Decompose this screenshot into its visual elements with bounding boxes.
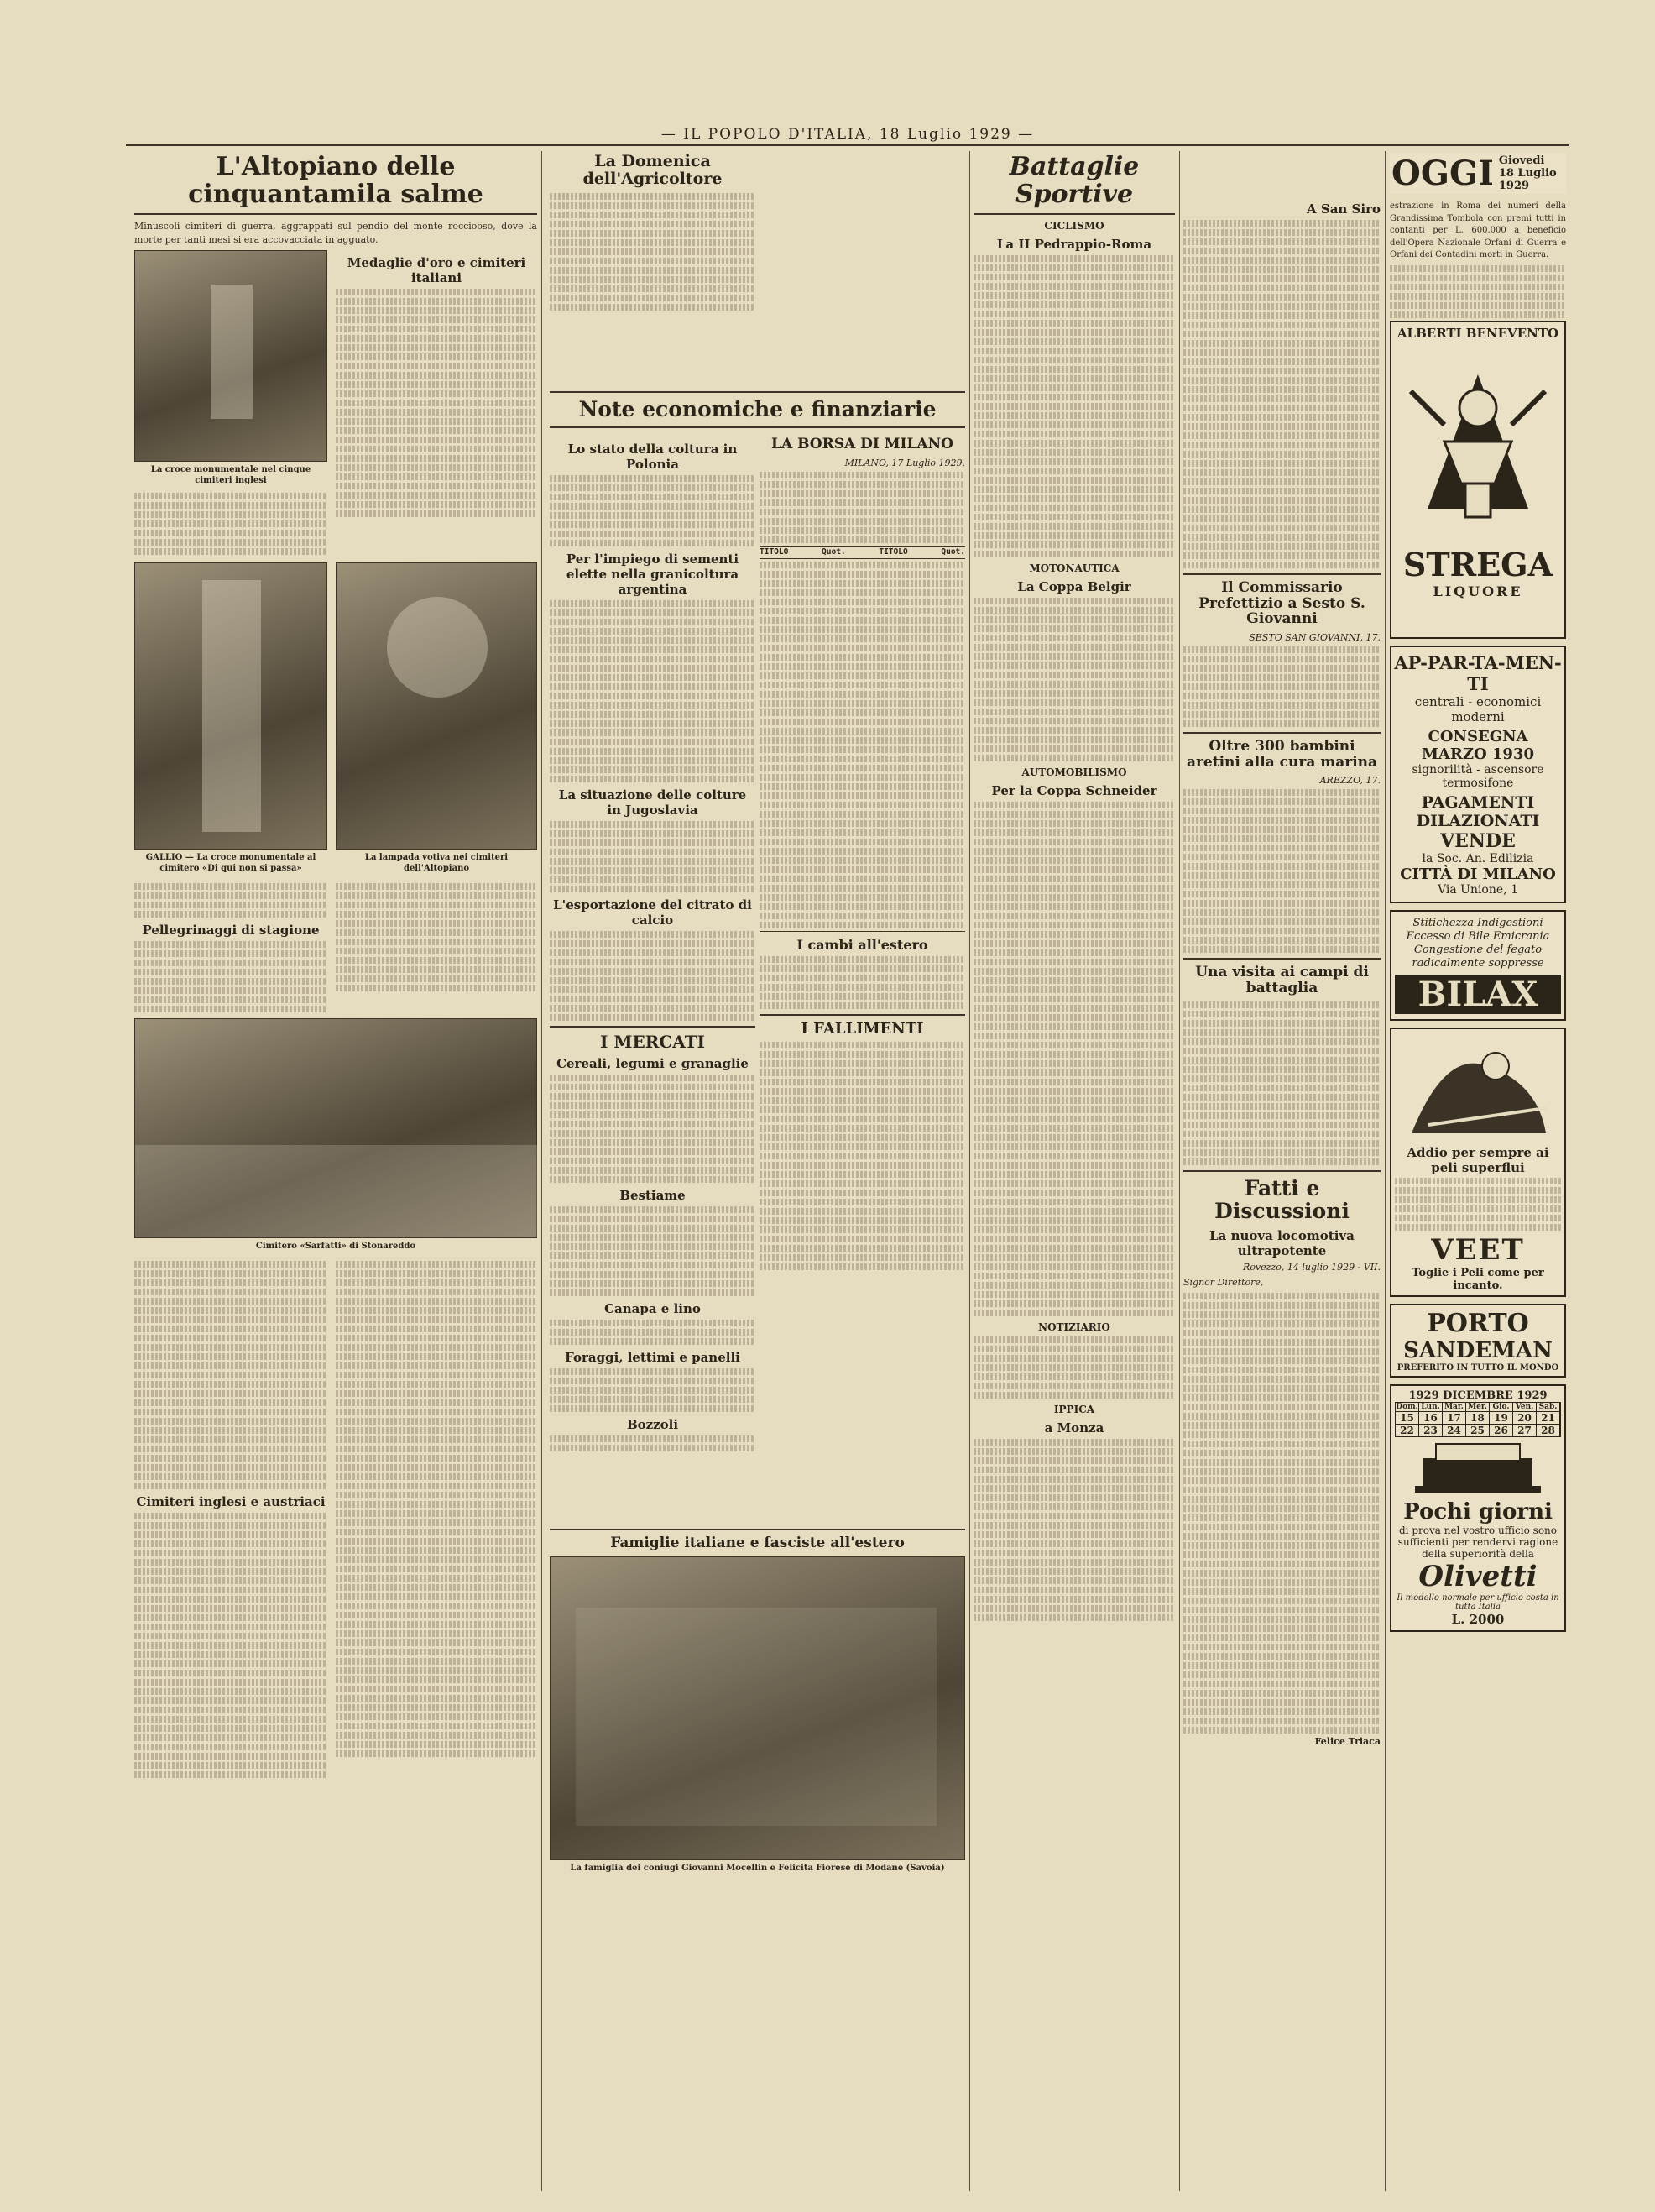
veet-ad xyxy=(1390,1028,1566,1297)
sandeman-sub: PREFERITO IN TUTTO IL MONDO xyxy=(1397,1362,1559,1373)
porto-title: PORTO xyxy=(1427,1308,1529,1338)
ippica-label: IPPICA xyxy=(1053,1404,1095,1415)
bambini-dateline: AREZZO, 17. xyxy=(1319,775,1381,787)
calendar-date: 27 xyxy=(1513,1424,1537,1436)
appartamenti-ad xyxy=(1390,646,1566,903)
olivetti-ad xyxy=(1390,1384,1566,1632)
bilax-text: Stitichezza Indigestioni Eccesso di Bile Emicrania Congestione del fegato radicalmente soppresse xyxy=(1406,916,1550,970)
olivetti-logo: Olivetti xyxy=(1418,1559,1538,1593)
strega-ad xyxy=(1390,321,1566,639)
citrato-subhead: L'esportazione del citrato di calcio xyxy=(553,897,752,928)
fallimenti-headline: I FALLIMENTI xyxy=(801,1019,924,1038)
borsa-col-header: TITOLO xyxy=(879,546,908,557)
pellegrinaggi-subhead: Pellegrinaggi di stagione xyxy=(142,922,320,938)
commissario-dateline: SESTO SAN GIOVANNI, 17. xyxy=(1249,632,1381,644)
strega-sub: LIQUORE xyxy=(1433,583,1523,599)
calendar-date: 26 xyxy=(1490,1424,1513,1436)
pochi-title: Pochi giorni xyxy=(1403,1498,1553,1524)
column-rule xyxy=(1385,151,1386,2191)
canapa-subhead: Canapa e lino xyxy=(604,1301,701,1316)
olivetti-price: L. 2000 xyxy=(1451,1611,1505,1627)
foraggi-subhead: Foraggi, lettimi e panelli xyxy=(565,1350,740,1365)
calendar-day-label: Lun. xyxy=(1419,1403,1443,1411)
calendar-date: 24 xyxy=(1443,1424,1466,1436)
cereali-subhead: Cereali, legumi e granaglie xyxy=(556,1056,749,1071)
oggi-day: Giovedi xyxy=(1498,154,1545,167)
calendar-day-label: Gio. xyxy=(1490,1403,1513,1411)
woman-illustration-icon xyxy=(1395,1033,1563,1142)
bestiame-subhead: Bestiame xyxy=(619,1188,686,1203)
cimiteri-inglesi-subhead: Cimiteri inglesi e austriaci xyxy=(136,1493,326,1509)
caption-croce-gallio: GALLIO — La croce monumentale al cimitero «Di qui non si passa» xyxy=(145,852,316,873)
borsa-col-header: Quot. xyxy=(822,546,846,557)
notiziario-label: NOTIZIARIO xyxy=(1038,1321,1110,1333)
olivetti-text: Il modello normale per ufficio costa in tutta Italia xyxy=(1397,1592,1559,1612)
calendar-date: 25 xyxy=(1466,1424,1490,1436)
note-economiche xyxy=(550,386,965,433)
calendar-date: 16 xyxy=(1419,1411,1443,1424)
calendar-date: 28 xyxy=(1537,1424,1560,1436)
calendar-grid xyxy=(1395,1402,1561,1437)
strega-witch-icon xyxy=(1394,341,1562,542)
altopiano-article xyxy=(134,153,537,1781)
mercati-headline: I MERCATI xyxy=(600,1032,705,1052)
bilax-logo: BILAX xyxy=(1395,975,1561,1014)
borsa-col-header: Quot. xyxy=(941,546,965,557)
caption-cimitero-sarfatti: Cimitero «Sarfatti» di Stonareddo xyxy=(255,1241,416,1251)
oggi-text: estrazione in Roma dei numeri della Grandissima Tombola con premi tutti in contanti per L. 600.000 a beneficio dell'Opera Nazionale Orfani di Guerra e Orfani dei Contadini morti in Guerra. xyxy=(1390,201,1566,259)
schneider-subhead: Per la Coppa Schneider xyxy=(991,783,1157,798)
app-line: la Soc. An. Edilizia xyxy=(1422,851,1534,865)
bambini-headline: Oltre 300 bambini aretini alla cura marina xyxy=(1186,738,1378,771)
ads-column xyxy=(1390,153,1566,1639)
veet-tagline: Toglie i Peli come per incanto. xyxy=(1412,1266,1544,1292)
note-economiche-headline: Note economiche e finanziarie xyxy=(578,397,937,421)
calendar-date: 22 xyxy=(1396,1424,1419,1436)
calendar-header: 1929 DICEMBRE 1929 xyxy=(1408,1388,1548,1402)
bozzoli-subhead: Bozzoli xyxy=(626,1417,679,1432)
motonautica-label: MOTONAUTICA xyxy=(1029,562,1120,574)
domenica-headline: La Domenica dell'Agricoltore xyxy=(582,153,723,188)
altopiano-headline: L'Altopiano delle cinquantamila salme xyxy=(188,153,483,209)
divider xyxy=(134,213,537,215)
app-consegna: CONSEGNA MARZO 1930 xyxy=(1421,727,1535,763)
locomotiva-dateline: Rovezzo, 14 luglio 1929 - VII. xyxy=(1243,1261,1381,1273)
app-societa: CITTÀ DI MILANO xyxy=(1400,865,1556,883)
sport-headline: Battaglie Sportive xyxy=(1009,153,1140,209)
sandeman-ad xyxy=(1390,1304,1566,1378)
medaglie-subhead: Medaglie d'oro e cimiteri italiani xyxy=(347,254,526,285)
coppa-belgir-subhead: La Coppa Belgir xyxy=(1017,579,1131,594)
calendar-date: 23 xyxy=(1419,1424,1443,1436)
app-line: centrali - economici moderni xyxy=(1414,693,1542,724)
sandeman-title: SANDEMAN xyxy=(1403,1337,1553,1363)
masthead-text: — IL POPOLO D'ITALIA, 18 Luglio 1929 — xyxy=(651,126,1044,143)
cronaca-column xyxy=(1183,153,1381,1750)
famiglie-box xyxy=(550,1524,965,1880)
visita-headline: Una visita ai campi di battaglia xyxy=(1195,964,1369,997)
automobilismo-label: AUTOMOBILISMO xyxy=(1021,766,1127,778)
altopiano-lead: Minuscoli cimiteri di guerra, aggrappati sul pendio del monte rocciooso, dove la morte per tanti mesi si era accovacciata in agguato. xyxy=(134,221,537,245)
calendar-day-label: Dom. xyxy=(1396,1402,1418,1411)
strega-brand: ALBERTI BENEVENTO xyxy=(1397,325,1559,341)
masthead-bar xyxy=(126,126,1569,146)
oggi-title: OGGI xyxy=(1391,153,1494,193)
strega-logo: STREGA xyxy=(1402,545,1553,583)
typewriter-icon xyxy=(1398,1437,1558,1496)
locomotiva-subhead: La nuova locomotiva ultrapotente xyxy=(1209,1227,1355,1258)
photo-croce-inglese xyxy=(134,250,327,462)
photo-croce-gallio xyxy=(134,562,327,850)
borsa-table xyxy=(760,546,965,932)
veet-logo: VEET xyxy=(1431,1232,1525,1267)
calendar-date: 17 xyxy=(1443,1411,1466,1424)
app-address: Via Unione, 1 xyxy=(1438,882,1518,897)
borsa-column xyxy=(760,437,965,1273)
veet-headline: Addio per sempre ai peli superflui xyxy=(1407,1144,1549,1175)
polonia-subhead: Lo stato della coltura in Polonia xyxy=(567,442,738,472)
jugoslavia-subhead: La situazione delle colture in Jugoslavia xyxy=(558,787,747,818)
app-vende: VENDE xyxy=(1440,829,1516,852)
photo-lampada-votiva xyxy=(336,562,537,850)
calendar-day-label: Mar. xyxy=(1443,1403,1466,1411)
letter-signature: Felice Triaca xyxy=(1314,1735,1381,1747)
photo-famiglia xyxy=(550,1556,965,1860)
caption-lampada-votiva: La lampada votiva nei cimiteri dell'Altopiano xyxy=(364,852,509,873)
photo-cimitero-sarfatti xyxy=(134,1018,537,1238)
famiglie-headline: Famiglie italiane e fasciste all'estero xyxy=(610,1535,905,1551)
pochi-text: di prova nel vostro ufficio sono sufficienti per rendervi ragione della superiorità della xyxy=(1397,1524,1558,1560)
caption-famiglia: La famiglia dei coniugi Giovanni Mocellin e Felicita Fiorese di Modane (Savoia) xyxy=(570,1863,945,1873)
argentina-subhead: Per l'impiego di sementi elette nella granicoltura argentina xyxy=(566,552,739,597)
commissario-headline: Il Commissario Prefettizio a Sesto S. Giovanni xyxy=(1198,579,1365,628)
economia-body xyxy=(550,437,755,1454)
pedrappio-subhead: La II Pedrappio-Roma xyxy=(996,237,1152,252)
letter-salutation: Signor Direttore, xyxy=(1183,1276,1264,1288)
calendar-day-label: Sab. xyxy=(1537,1403,1560,1411)
calendar-date: 18 xyxy=(1466,1411,1490,1424)
oggi-ad xyxy=(1390,153,1566,194)
calendar-date: 21 xyxy=(1537,1411,1560,1424)
borsa-headline: LA BORSA DI MILANO xyxy=(771,437,953,452)
app-line: signorilità - ascensore termosifone xyxy=(1412,762,1544,790)
oggi-date: 18 Luglio 1929 xyxy=(1498,167,1557,192)
calendar-day-label: Ven. xyxy=(1513,1403,1537,1411)
san-siro-subhead: A San Siro xyxy=(1307,201,1381,217)
calendar-date: 19 xyxy=(1490,1411,1513,1424)
economia-column xyxy=(550,153,755,313)
borsa-col-header: TITOLO xyxy=(760,546,789,557)
column-rule xyxy=(541,151,542,2191)
calendar-date: 20 xyxy=(1513,1411,1537,1424)
calendar-day-label: Mer. xyxy=(1466,1403,1490,1411)
column-rule xyxy=(1179,151,1180,2191)
app-title: AP-PAR-TA-MEN-TI xyxy=(1394,651,1562,694)
cambi-headline: I cambi all'estero xyxy=(796,936,928,953)
calendar-date: 15 xyxy=(1396,1411,1419,1424)
app-pagamenti: PAGAMENTI DILAZIONATI xyxy=(1416,792,1540,830)
sport-column xyxy=(974,153,1175,1624)
ciclismo-label: CICLISMO xyxy=(1044,220,1104,232)
monza-subhead: a Monza xyxy=(1044,1420,1104,1435)
column-rule xyxy=(969,151,970,2191)
bilax-ad xyxy=(1390,910,1566,1021)
fatti-headline: Fatti e Discussioni xyxy=(1214,1175,1350,1224)
caption-croce-inglese: La croce monumentale nel cinque cimiteri inglesi xyxy=(150,464,311,485)
borsa-dateline: MILANO, 17 Luglio 1929. xyxy=(844,457,965,468)
